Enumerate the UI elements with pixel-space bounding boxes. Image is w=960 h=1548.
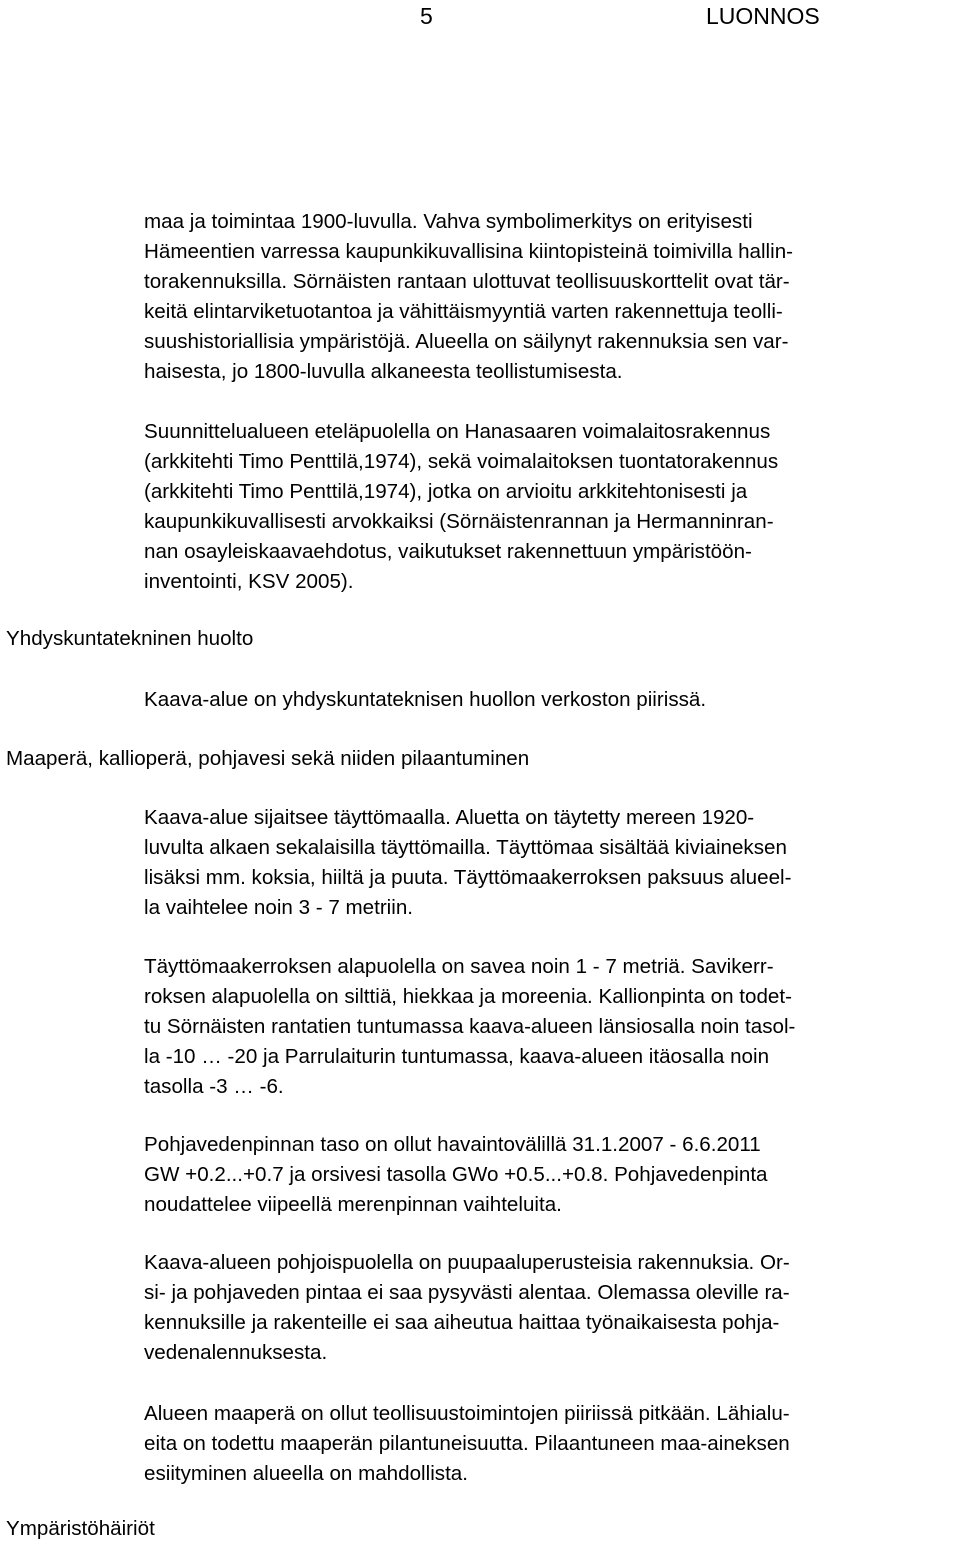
heading-environmental-disturbances: Ympäristöhäiriöt: [6, 1517, 155, 1540]
text-line: luvulta alkaen sekalaisilla täyttömailla. Täyttömaa sisältää kiviaineksen: [144, 836, 787, 859]
text-line: Kaava-alue on yhdyskuntateknisen huollon verkoston piirissä.: [144, 688, 707, 711]
text-line: (arkkitehti Timo Penttilä,1974), jotka on arvioitu arkkitehtonisesti ja: [144, 480, 748, 503]
text-line: si- ja pohjaveden pintaa ei saa pysyvästi alentaa. Olemassa oleville ra-: [144, 1281, 790, 1304]
text-line: roksen alapuolella on silttiä, hiekkaa ja moreenia. Kallionpinta on todet-: [144, 985, 792, 1008]
text-line: eita on todettu maaperän pilantuneisuutta. Pilaantuneen maa-aineksen: [144, 1432, 790, 1455]
text-line: kaupunkikuvallisesti arvokkaiksi (Sörnäistenrannan ja Hermanninran-: [144, 510, 774, 533]
text-line: la vaihtelee noin 3 - 7 metriin.: [144, 896, 414, 919]
text-line: kennuksille ja rakenteille ei saa aiheutua haittaa työnaikaisesta pohja-: [144, 1311, 780, 1334]
text-line: nan osayleiskaavaehdotus, vaikutukset rakennettuun ympäristöön-: [144, 540, 752, 563]
paragraph-contaminated-soil: [144, 1399, 944, 1489]
text-line: lisäksi mm. koksia, hiiltä ja puuta. Täyttömaakerroksen paksuus alueel-: [144, 866, 792, 889]
text-line: Alueen maaperä on ollut teollisuustoimintojen piiriissä pitkään. Lähialu-: [144, 1402, 790, 1425]
paragraph-wooden-piles: [144, 1248, 944, 1368]
text-line: Hämeentien varressa kaupunkikuvallisina kiintopisteinä toimivilla hallin-: [144, 240, 794, 263]
text-line: Kaava-alue sijaitsee täyttömaalla. Aluetta on täytetty mereen 1920-: [144, 806, 755, 829]
text-line: torakennuksilla. Sörnäisten rantaan ulottuvat teollisuuskorttelit ovat tär-: [144, 270, 790, 293]
text-line: tasolla -3 … -6.: [144, 1075, 284, 1098]
page-number: 5: [420, 3, 433, 29]
text-line: haisesta, jo 1800-luvulla alkaneesta teollistumisesta.: [144, 360, 623, 383]
paragraph-network: [144, 685, 944, 715]
text-line: maa ja toimintaa 1900-luvulla. Vahva symbolimerkitys on erityisesti: [144, 210, 753, 233]
text-line: esiityminen alueella on mahdollista.: [144, 1462, 468, 1485]
paragraph-groundwater-level: [144, 1130, 944, 1220]
draft-status: LUONNOS: [706, 3, 820, 29]
text-line: inventointi, KSV 2005).: [144, 570, 354, 593]
text-line: (arkkitehti Timo Penttilä,1974), sekä voimalaitoksen tuontatorakennus: [144, 450, 779, 473]
text-line: Pohjavedenpinnan taso on ollut havaintovälillä 31.1.2007 - 6.6.2011: [144, 1133, 761, 1156]
text-line: tu Sörnäisten rantatien tuntumassa kaava-alueen länsiosalla noin tasol-: [144, 1015, 796, 1038]
paragraph-industrial-history: [144, 207, 944, 387]
text-line: Täyttömaakerroksen alapuolella on savea noin 1 - 7 metriä. Savikerr-: [144, 955, 774, 978]
text-line: la -10 … -20 ja Parrulaiturin tuntumassa, kaava-alueen itäosalla noin: [144, 1045, 770, 1068]
text-line: Kaava-alueen pohjoispuolella on puupaaluperusteisia rakennuksia. Or-: [144, 1251, 790, 1274]
text-line: noudattelee viipeellä merenpinnan vaihteluita.: [144, 1193, 562, 1216]
heading-soil-groundwater: Maaperä, kallioperä, pohjavesi sekä niiden pilaantuminen: [6, 747, 530, 770]
heading-technical-maintenance: Yhdyskuntatekninen huolto: [6, 627, 254, 650]
paragraph-fill-soil: [144, 803, 944, 923]
text-line: Suunnittelualueen eteläpuolella on Hanasaaren voimalaitosrakennus: [144, 420, 771, 443]
paragraph-clay-bedrock: [144, 952, 944, 1102]
text-line: suushistoriallisia ympäristöjä. Alueella on säilynyt rakennuksia sen var-: [144, 330, 789, 353]
text-line: vedenalennuksesta.: [144, 1341, 328, 1364]
text-line: GW +0.2...+0.7 ja orsivesi tasolla GWo +0.5...+0.8. Pohjavedenpinta: [144, 1163, 768, 1186]
text-line: keitä elintarviketuotantoa ja vähittäismyyntiä varten rakennettuja teolli-: [144, 300, 783, 323]
paragraph-power-plant: [144, 417, 944, 597]
